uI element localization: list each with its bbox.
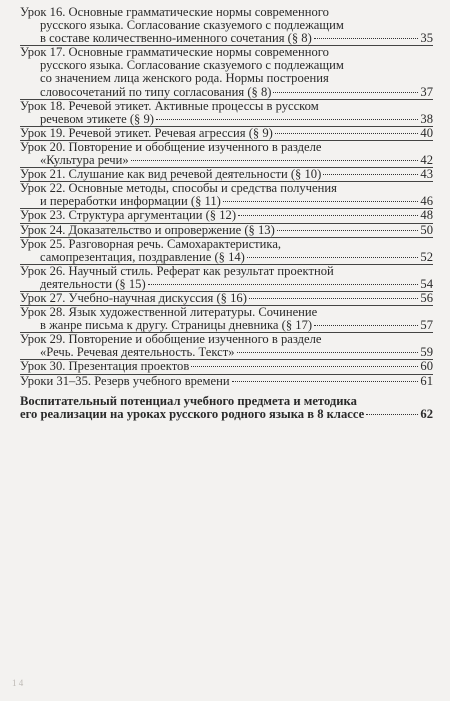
toc-entry [20,265,433,291]
toc-entry-text: деятельности (§ 15) [40,276,146,291]
dot-leader [148,284,419,285]
toc-section-text: его реализации на уроках русского родного языка в 8 классе [20,407,365,422]
toc-page-number: 54 [420,276,433,291]
toc-entry-text: и переработки информации (§ 11) [40,194,221,209]
toc-entry [20,100,433,126]
toc-entry-text: русского языка. Согласование сказуемого с подлежащим [40,18,344,33]
toc-entry [20,238,433,264]
toc-section-entry [20,395,433,422]
toc-entry-text: Урок 27. Учебно-научная дискуссия (§ 16) [20,290,247,305]
toc-entry-text: русского языка. Согласование сказуемого с подлежащим [40,58,344,73]
toc-entry-line [20,86,433,99]
toc-entry [20,46,433,98]
toc-page-number: 57 [420,318,433,333]
toc-page-number: 35 [420,31,433,46]
toc-page-number: 48 [420,208,433,223]
table-of-contents [20,6,433,422]
dot-leader [277,230,419,231]
toc-entry [20,141,433,167]
toc-entry-line [20,168,433,181]
toc-entry-text: Урок 25. Разговорная речь. Самохарактеристика, [20,236,282,251]
toc-entry-text: Урок 22. Основные методы, способы и средства получения [20,181,337,196]
toc-entry-line [20,195,433,208]
toc-entry [20,360,433,373]
toc-entry-text: Урок 23. Структура аргументации (§ 12) [20,208,237,223]
toc-entry [20,306,433,332]
dot-leader [191,366,418,367]
toc-page-number: 38 [420,111,433,126]
dot-leader [247,257,419,258]
toc-page-number: 52 [420,249,433,264]
toc-entry-line [20,360,433,373]
dot-leader [366,414,418,415]
toc-entry-text: Урок 16. Основные грамматические нормы современного [20,5,329,19]
toc-entry-text: Урок 20. Повторение и обобщение изученного в разделе [20,139,322,154]
toc-page-number: 62 [420,407,433,422]
toc-entry [20,6,433,45]
toc-section-line [20,408,433,422]
toc-entry [20,375,433,388]
toc-entry-text: словосочетаний по типу согласования (§ 8) [40,84,272,99]
toc-entry-text: Урок 29. Повторение и обобщение изученного в разделе [20,332,322,347]
toc-entry [20,209,433,222]
toc-page-number: 60 [420,359,433,374]
toc-entry-line [20,238,433,251]
toc-entry-line [20,100,433,113]
toc-page-number: 46 [420,194,433,209]
dot-leader [273,92,418,93]
dot-leader [249,298,419,299]
dot-leader [237,352,419,353]
toc-page-number: 61 [420,373,433,388]
toc-entry [20,168,433,181]
toc-page-number: 56 [420,290,433,305]
toc-entry-line [20,154,433,167]
dot-leader [156,119,418,120]
toc-entry-text: Урок 28. Язык художественной литературы. Сочинение [20,305,318,320]
toc-entry-text: в составе количественно-именного сочетания (§ 8) [40,31,312,46]
toc-entry [20,292,433,305]
toc-entry-text: Урок 24. Доказательство и опровержение (§ 13) [20,222,275,237]
toc-entry [20,224,433,237]
toc-section-line [20,395,433,409]
toc-entry-line [20,209,433,222]
dot-leader [314,38,419,39]
toc-entry-line [20,278,433,291]
toc-entry-line [20,127,433,140]
toc-entry-line [20,251,433,264]
toc-entry-text: Урок 18. Речевой этикет. Активные процессы в русском [20,98,319,113]
toc-entry-line [20,375,433,388]
dot-leader [314,325,418,326]
dot-leader [238,215,418,216]
toc-page-number: 59 [420,345,433,360]
toc-page-number: 40 [420,125,433,140]
toc-entry [20,333,433,359]
toc-entry-line [20,292,433,305]
toc-entry-line [20,224,433,237]
toc-entry-text: Урок 26. Научный стиль. Реферат как результат проектной [20,263,334,278]
page-number-faint: 1 4 [12,678,24,688]
toc-entry-text: «Речь. Речевая деятельность. Текст» [40,345,235,360]
toc-entry-line [20,72,433,85]
toc-entry [20,127,433,140]
dot-leader [275,133,419,134]
toc-entry-line [20,32,433,45]
dot-leader [131,160,419,161]
toc-entry-text: Урок 17. Основные грамматические нормы современного [20,45,329,60]
toc-entry-text: речевом этикете (§ 9) [40,111,154,126]
toc-entry-line [20,265,433,278]
toc-entry-text: Урок 19. Речевой этикет. Речевая агрессия (§ 9) [20,125,273,140]
toc-entry-text: со значением лица женского рода. Нормы построения [40,71,329,86]
toc-entry-text: Уроки 31–35. Резерв учебного времени [20,373,230,388]
toc-entry-line [20,346,433,359]
dot-leader [323,174,418,175]
toc-entry-text: Урок 21. Слушание как вид речевой деятельности (§ 10) [20,167,322,182]
toc-page-number: 42 [420,153,433,168]
toc-page-number: 50 [420,222,433,237]
toc-entry-text: в жанре письма к другу. Страницы дневника (§ 17) [40,318,313,333]
toc-section-text: Воспитательный потенциал учебного предмета и методика [20,393,357,408]
toc-entry-text: Урок 30. Презентация проектов [20,359,190,374]
toc-entry-text: «Культура речи» [40,153,129,168]
toc-page-number: 37 [420,84,433,99]
dot-leader [232,381,419,382]
toc-entry-line [20,113,433,126]
toc-entry [20,182,433,208]
toc-entry-line [20,319,433,332]
dot-leader [223,201,419,202]
toc-entry-text: самопрезентация, поздравление (§ 14) [40,249,245,264]
toc-page-number: 43 [420,167,433,182]
